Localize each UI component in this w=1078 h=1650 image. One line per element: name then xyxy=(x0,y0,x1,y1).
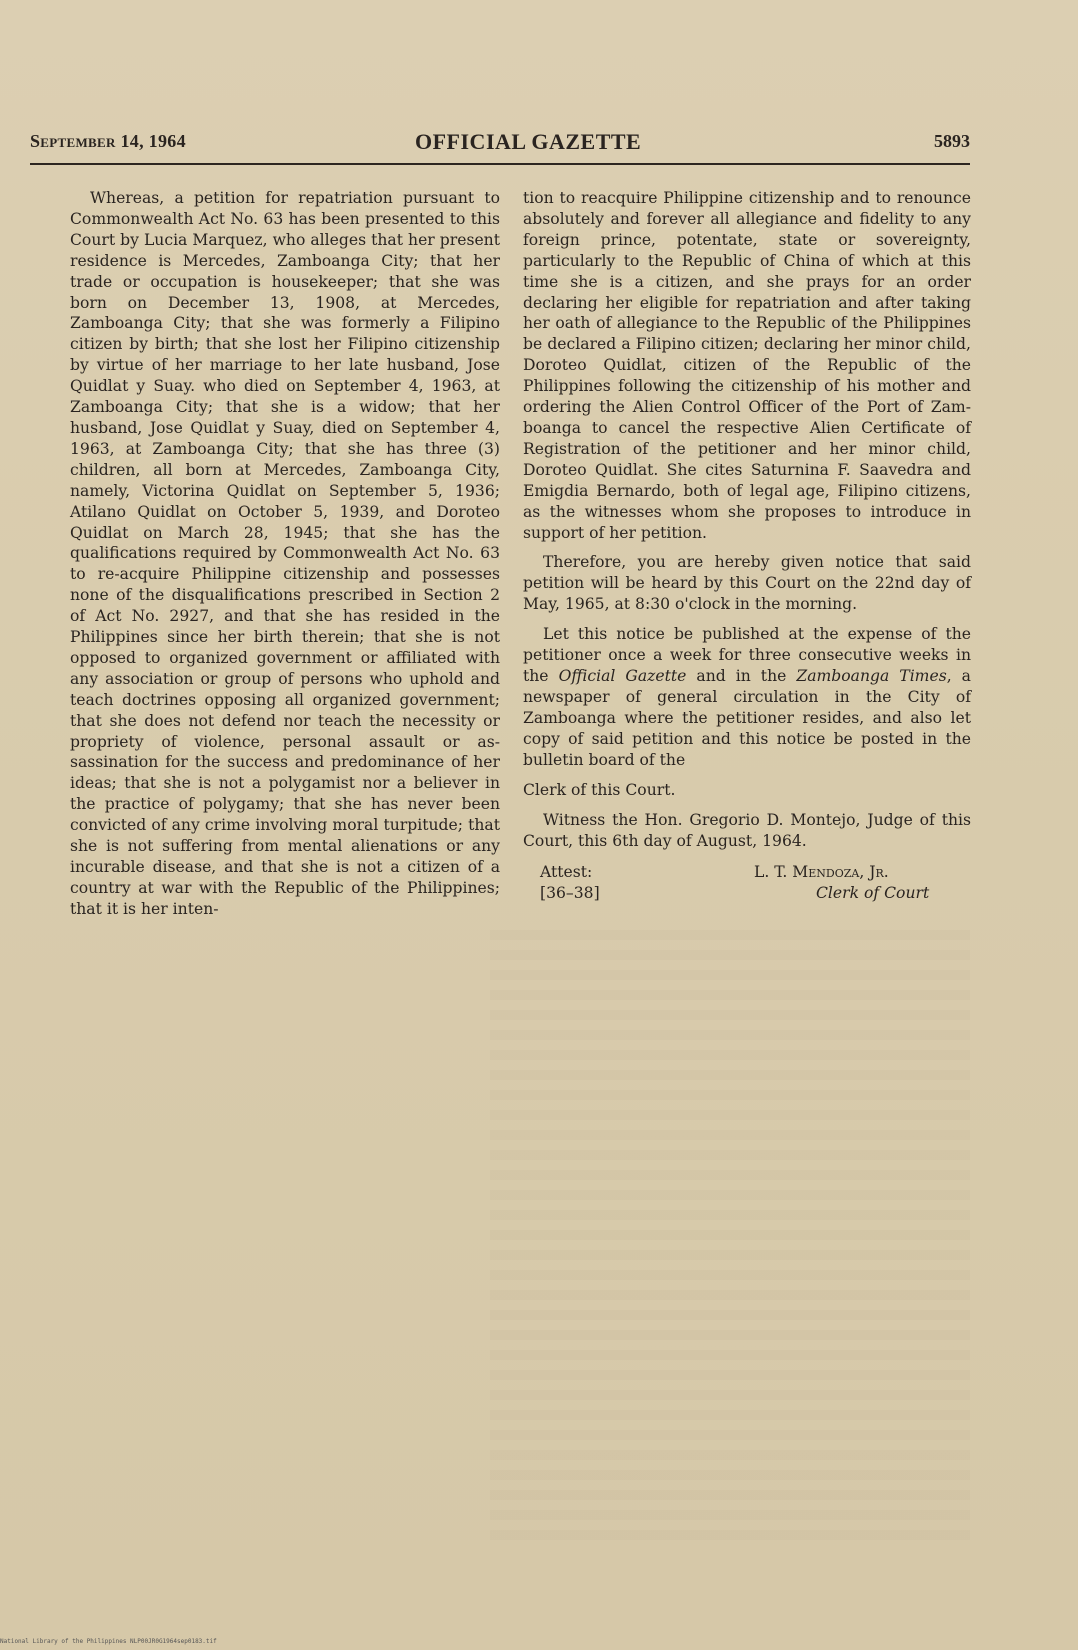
official-gazette-name: Official Gazette xyxy=(558,666,687,685)
left-column xyxy=(70,188,500,920)
show-through-texture xyxy=(490,930,970,1550)
header-rule xyxy=(30,163,970,165)
publication-text-1: Let this notice be published at the expense of the petitioner once a week for three consecutive weeks in the xyxy=(523,625,971,685)
page-header xyxy=(30,131,970,157)
header-title: OFFICIAL GAZETTE xyxy=(415,129,642,154)
petition-continuation: tion to reacquire Philippine citizenship and to renounce absolutely and forever all allegiance and fidelity to any foreign prince, potentate, state or sovereignty, particularly to the Republic of China of which at this time she is a citizen, and she prays for an order declaring her eligible for repatriation and after taking her oath of allegiance to the Republic of the Philippines be declared a Filipino citizen; declaring her minor child, Doroteo Quidlat, citizen of the Republic of the Philippines following the citizenship of his mother and ordering the Alien Control Officer of the Port of Zamboanga to cancel the respective Alien Certificate of Registration of the petitioner and her minor child, Doroteo Quidlat. She cites Saturnina F. Saavedra and Emigdia Bernardo, both of legal age, Filipino citizens, as the witnesses whom she proposes to introduce in support of her petition. xyxy=(523,189,971,542)
page-number: 5893 xyxy=(934,131,970,151)
publication-text-3: , a newspaper of general circulation in the City of Zamboanga where the petitioner resides, and also let copy of said petition and this notice be posted in the bulletin board of the xyxy=(523,666,971,769)
scan-footer: National Library of the Philippines NLP00JR0G1964sep0183.tif xyxy=(0,1638,217,1645)
witness-paragraph: Witness the Hon. Gregorio D. Montejo, Judge of this Court, this 6th day of August, 1964. xyxy=(523,811,971,851)
hearing-notice: Therefore, you are hereby given notice that said petition will be heard by this Court on the 22nd day of May, 1965, at 8:30 o'clock in the morning. xyxy=(523,553,971,614)
clerk-line: Clerk of this Court. xyxy=(523,781,676,800)
signatory-title: Clerk of Court xyxy=(816,884,930,903)
right-column xyxy=(523,188,971,906)
attestation-block xyxy=(523,862,971,906)
attest-label: Attest: xyxy=(540,863,593,882)
petition-paragraph: Whereas, a petition for repatriation pursuant to Commonwealth Act No. 63 has been presented to this Court by Lucia Marquez, who alleges that her present residence is Mercedes, Zamboanga City; that her trade or occupation is housekeeper; that she was born on December 13, 1908, at Mercedes, Zamboanga City; that she was formerly a Filipino citizen by birth; that she lost her Filipino citizenship by virtue of her marriage to her late husband, Jose Quidlat y Suay. who died on September 4, 1963, at Zamboanga City; that she is a widow; that her husband, Jose Quidlat y Suay, died on September 4, 1963, at Zamboanga City; that she has three (3) children, all born at Mercedes, Zamboanga City, namely, Victorina Quidlat on September 5, 1936; Atilano Quidlat on October 5, 1939, and Doroteo Quidlat on March 28, 1945; that she has the qualifications required by Commonwealth Act No. 63 to re-acquire Philippine citizenship and possesses none of the disqualifications prescribed in Section 2 of Act No. 2927, and that she has resided in the Philippines since her birth therein; that she is not opposed to organized government or affiliated with any association or group of persons who uphold and teach doctrines opposing all organized government; that she does not defend nor teach the necessity or propriety of violence, personal assault or assassination for the success and predominance of her ideas; that she is not a polygamist nor a believer in the practice of polygamy; that she has never been convicted of any crime involving moral turpitude; that she is not suffering from mental alienations or any incurable disease, and that she is not a citizen of a country at war with the Republic of the Philippines; that it is her inten- xyxy=(70,189,500,918)
issue-reference: [36–38] xyxy=(540,884,600,903)
publication-order xyxy=(523,624,971,770)
publication-text-2: and in the xyxy=(686,666,797,685)
header-date: September 14, 1964 xyxy=(30,131,186,151)
zamboanga-times-name: Zamboanga Times xyxy=(796,666,947,685)
signatory-name: L. T. Mendoza, Jr. xyxy=(754,863,889,882)
